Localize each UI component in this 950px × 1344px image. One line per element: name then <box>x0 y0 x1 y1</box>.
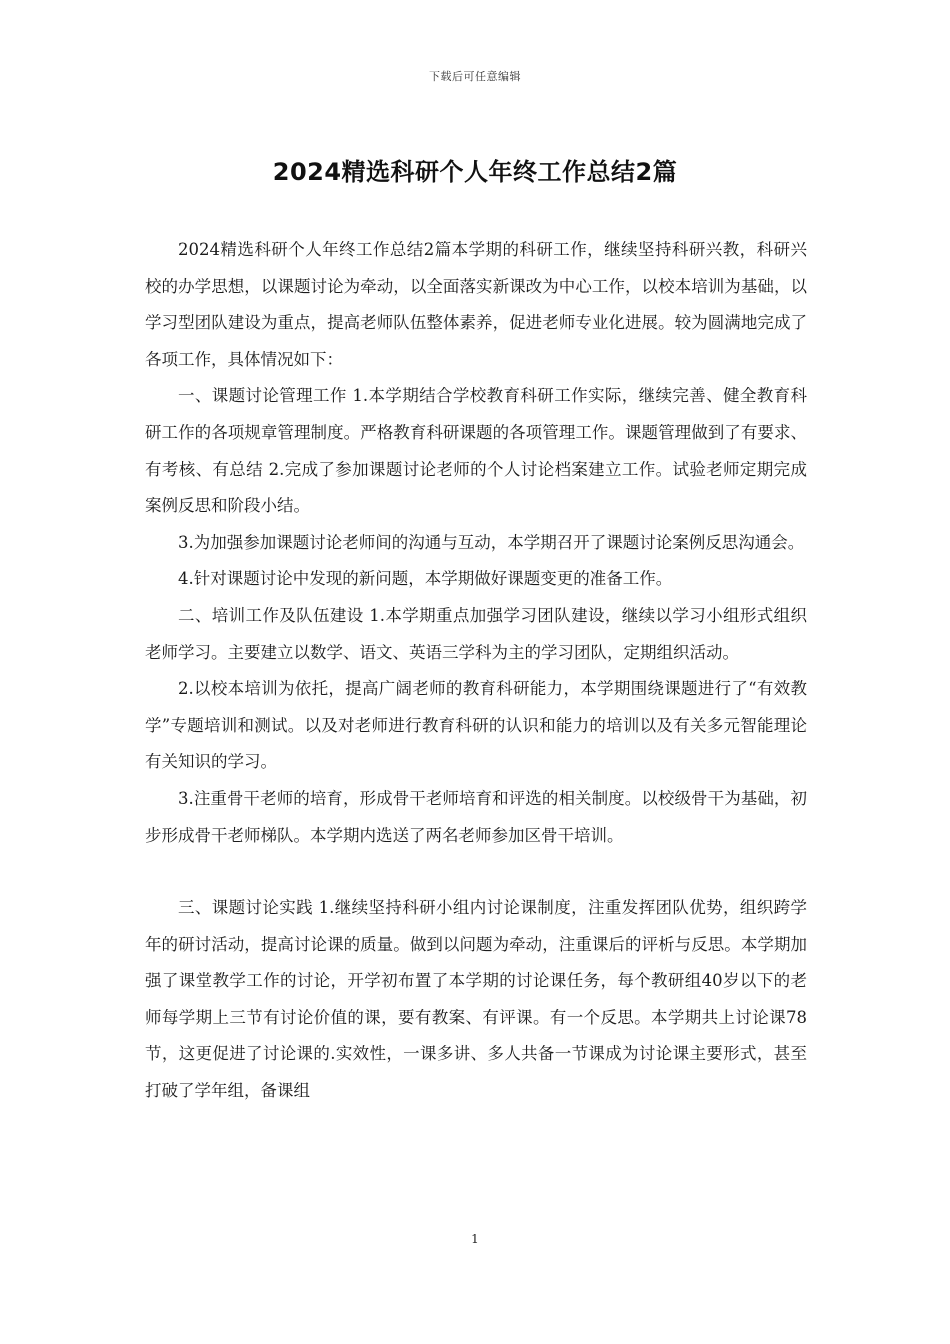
header-note: 下载后可任意编辑 <box>429 70 521 83</box>
paragraph-intro: 2024精选科研个人年终工作总结2篇本学期的科研工作，继续坚持科研兴教，科研兴校的办学思想，以课题讨论为牵动，以全面落实新课改为中心工作，以校本培训为基础，以学习型团队建设为重点，提高老师队伍整体素养，促进老师专业化进展。较为圆满地完成了各项工作，具体情况如下： <box>145 240 807 369</box>
paragraph-section-1-item-4: 4.针对课题讨论中发现的新问题，本学期做好课题变更的准备工作。 <box>178 569 673 589</box>
page-number: 1 <box>471 1232 479 1246</box>
document-body <box>145 232 807 1110</box>
paragraph-section-3: 三、课题讨论实践 1.继续坚持科研小组内讨论课制度，注重发挥团队优势，组织跨学年的研讨活动，提高讨论课的质量。做到以问题为牵动，注重课后的评析与反思。本学期加强了课堂教学工作的讨论，开学初布置了本学期的讨论课任务，每个教研组40岁以下的老师每学期上三节有讨论价值的课，要有教案、有评课。有一个反思。本学期共上讨论课78节，这更促进了讨论课的.实效性，一课多讲、多人共备一节课成为讨论课主要形式，甚至打破了学年组，备课组 <box>145 898 807 1101</box>
paragraph-section-1: 一、课题讨论管理工作 1.本学期结合学校教育科研工作实际，继续完善、健全教育科研工作的各项规章管理制度。严格教育科研课题的各项管理工作。课题管理做到了有要求、有考核、有总结 2.完成了参加课题讨论老师的个人讨论档案建立工作。试验老师定期完成案例反思和阶段小结。 <box>145 386 807 516</box>
paragraph-section-2-item-3: 3.注重骨干老师的培育，形成骨干老师培育和评选的相关制度。以校级骨干为基础，初步形成骨干老师梯队。本学期内选送了两名老师参加区骨干培训。 <box>145 788 807 845</box>
paragraph-section-1-item-3: 3.为加强参加课题讨论老师间的沟通与互动，本学期召开了课题讨论案例反思沟通会。 <box>178 532 805 552</box>
paragraph-section-2: 二、培训工作及队伍建设 1.本学期重点加强学习团队建设，继续以学习小组形式组织老师学习。主要建立以数学、语文、英语三学科为主的学习团队，定期组织活动。 <box>145 605 807 662</box>
paragraph-section-2-item-2: 2.以校本培训为依托，提高广阔老师的教育科研能力，本学期围绕课题进行了“有效教学”专题培训和测试。以及对老师进行教育科研的认识和能力的培训以及有关多元智能理论有关知识的学习。 <box>145 679 807 772</box>
document-title: 2024精选科研个人年终工作总结2篇 <box>272 158 678 186</box>
